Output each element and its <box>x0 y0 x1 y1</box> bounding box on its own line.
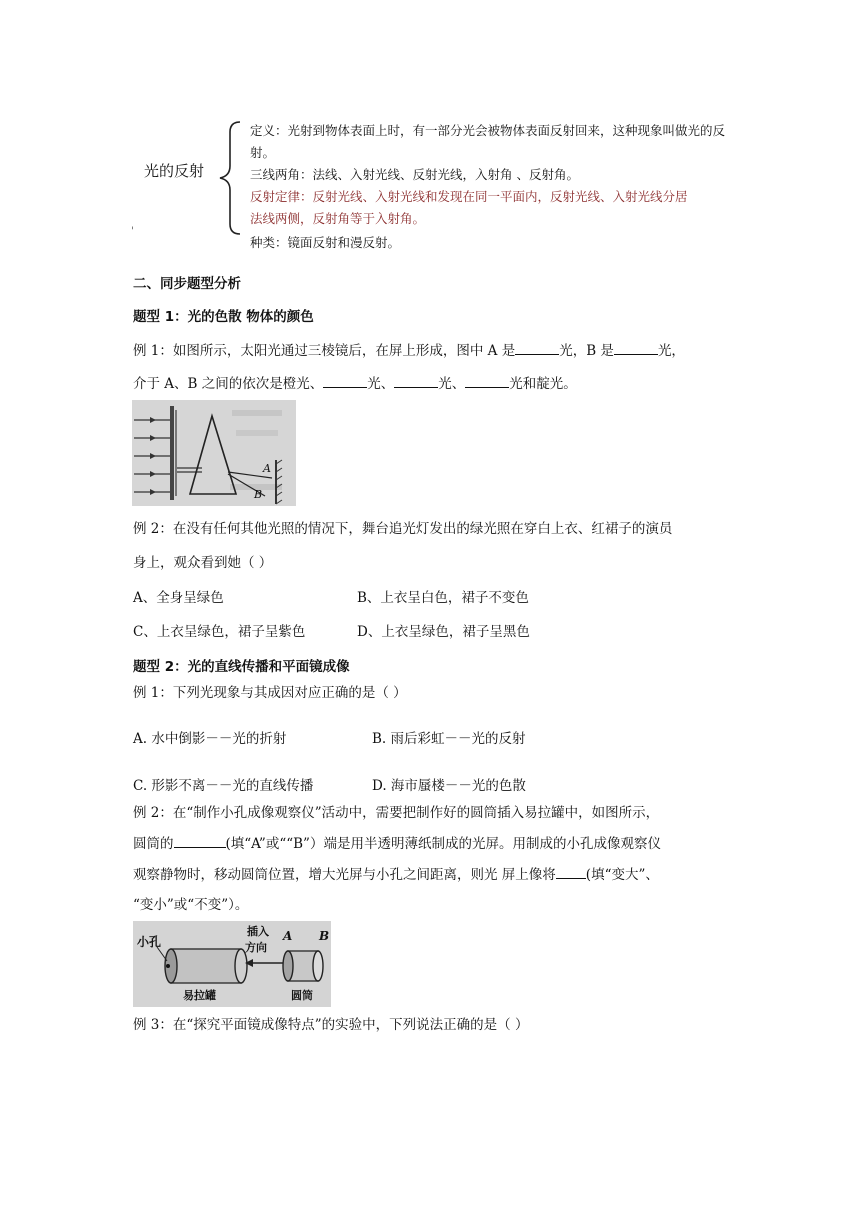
answer-blank[interactable] <box>556 877 586 879</box>
tube-end-label-a: A <box>283 929 293 943</box>
type2-ex2-line2: 圆筒的 (填“A”或““B”）端是用半透明薄纸制成的光屏。用制成的小孔成像观察仪 <box>133 836 661 852</box>
option-b: B、上衣呈白色，裙子不变色 <box>357 590 529 606</box>
summary-definition-2: 射。 <box>250 145 276 160</box>
hole-label: 小孔 <box>137 935 162 949</box>
option-d: D、上衣呈绿色，裙子呈黑色 <box>357 624 530 640</box>
type2-ex2-line3: 观察静物时，移动圆筒位置，增大光屏与小孔之间距离，则光 屏上像将 (填“变大”、 <box>133 867 659 883</box>
option-c: C. 形影不离－－光的直线传播 <box>133 778 314 794</box>
type2-ex3: 例 3：在“探究平面镜成像特点”的实验中，下列说法正确的是（ ） <box>133 1017 529 1033</box>
summary-kinds: 种类：镜面反射和漫反射。 <box>250 235 401 250</box>
insert-label-1: 插入 <box>247 925 269 938</box>
option-d: D. 海市蜃楼－－光的色散 <box>372 778 526 794</box>
type1-heading: 题型 1：光的色散 物体的颜色 <box>133 309 314 325</box>
type1-ex1-line1: 例 1：如图所示，太阳光通过三棱镜后，在屏上形成，图中 A 是 光，B 是 光， <box>133 343 685 359</box>
option-a: A. 水中倒影－－光的折射 <box>133 731 287 747</box>
type1-ex1-line2: 介于 A、B 之间的依次是橙光、 光、 光、 光和靛光。 <box>133 376 577 392</box>
figure-label-b: B <box>254 488 263 501</box>
answer-blank[interactable] <box>323 386 367 388</box>
answer-blank[interactable] <box>614 353 658 355</box>
type1-ex2-line1: 例 2：在没有任何其他光照的情况下，舞台追光灯发出的绿光照在穿白上衣、红裙子的演员 <box>133 521 673 537</box>
option-c: C、上衣呈绿色，裙子呈紫色 <box>133 624 306 640</box>
summary-title: 光的反射 <box>144 162 205 180</box>
summary-three-lines: 三线两角：法线、入射光线、反射光线，入射角 、反射角。 <box>250 167 579 182</box>
type2-ex2-line1: 例 2：在“制作小孔成像观察仪”活动中，需要把制作好的圆筒插入易拉罐中，如图所示， <box>133 805 660 821</box>
summary-law-2: 法线两侧，反射角等于入射角。 <box>250 211 426 226</box>
pinhole-figure <box>133 921 331 1007</box>
answer-blank[interactable] <box>174 846 226 848</box>
prism-figure <box>132 400 296 506</box>
answer-blank[interactable] <box>394 386 438 388</box>
tube-label: 圆筒 <box>291 989 313 1002</box>
answer-blank[interactable] <box>465 386 509 388</box>
option-a: A、全身呈绿色 <box>133 590 224 606</box>
answer-blank[interactable] <box>515 353 559 355</box>
stray-mark: ' <box>131 226 134 237</box>
option-b: B. 雨后彩虹－－光的反射 <box>372 731 526 747</box>
summary-definition-1: 定义：光射到物体表面上时，有一部分光会被物体表面反射回来，这种现象叫做光的反 <box>250 123 726 138</box>
type2-ex1: 例 1：下列光现象与其成因对应正确的是（ ） <box>133 685 407 701</box>
tube-end-label-b: B <box>319 929 330 943</box>
can-label: 易拉罐 <box>183 989 216 1002</box>
type2-ex2-line4: “变小”或“不变”）。 <box>133 897 249 913</box>
figure-label-a: A <box>263 462 271 475</box>
brace-icon <box>214 118 244 238</box>
summary-law-1: 反射定律：反射光线、入射光线和发现在同一平面内，反射光线、入射光线分居 <box>250 189 688 204</box>
section-heading: 二、同步题型分析 <box>133 276 241 292</box>
type2-heading: 题型 2：光的直线传播和平面镜成像 <box>133 659 350 675</box>
type1-ex2-line2: 身上，观众看到她（ ） <box>133 555 273 571</box>
insert-label-2: 方向 <box>245 941 267 954</box>
